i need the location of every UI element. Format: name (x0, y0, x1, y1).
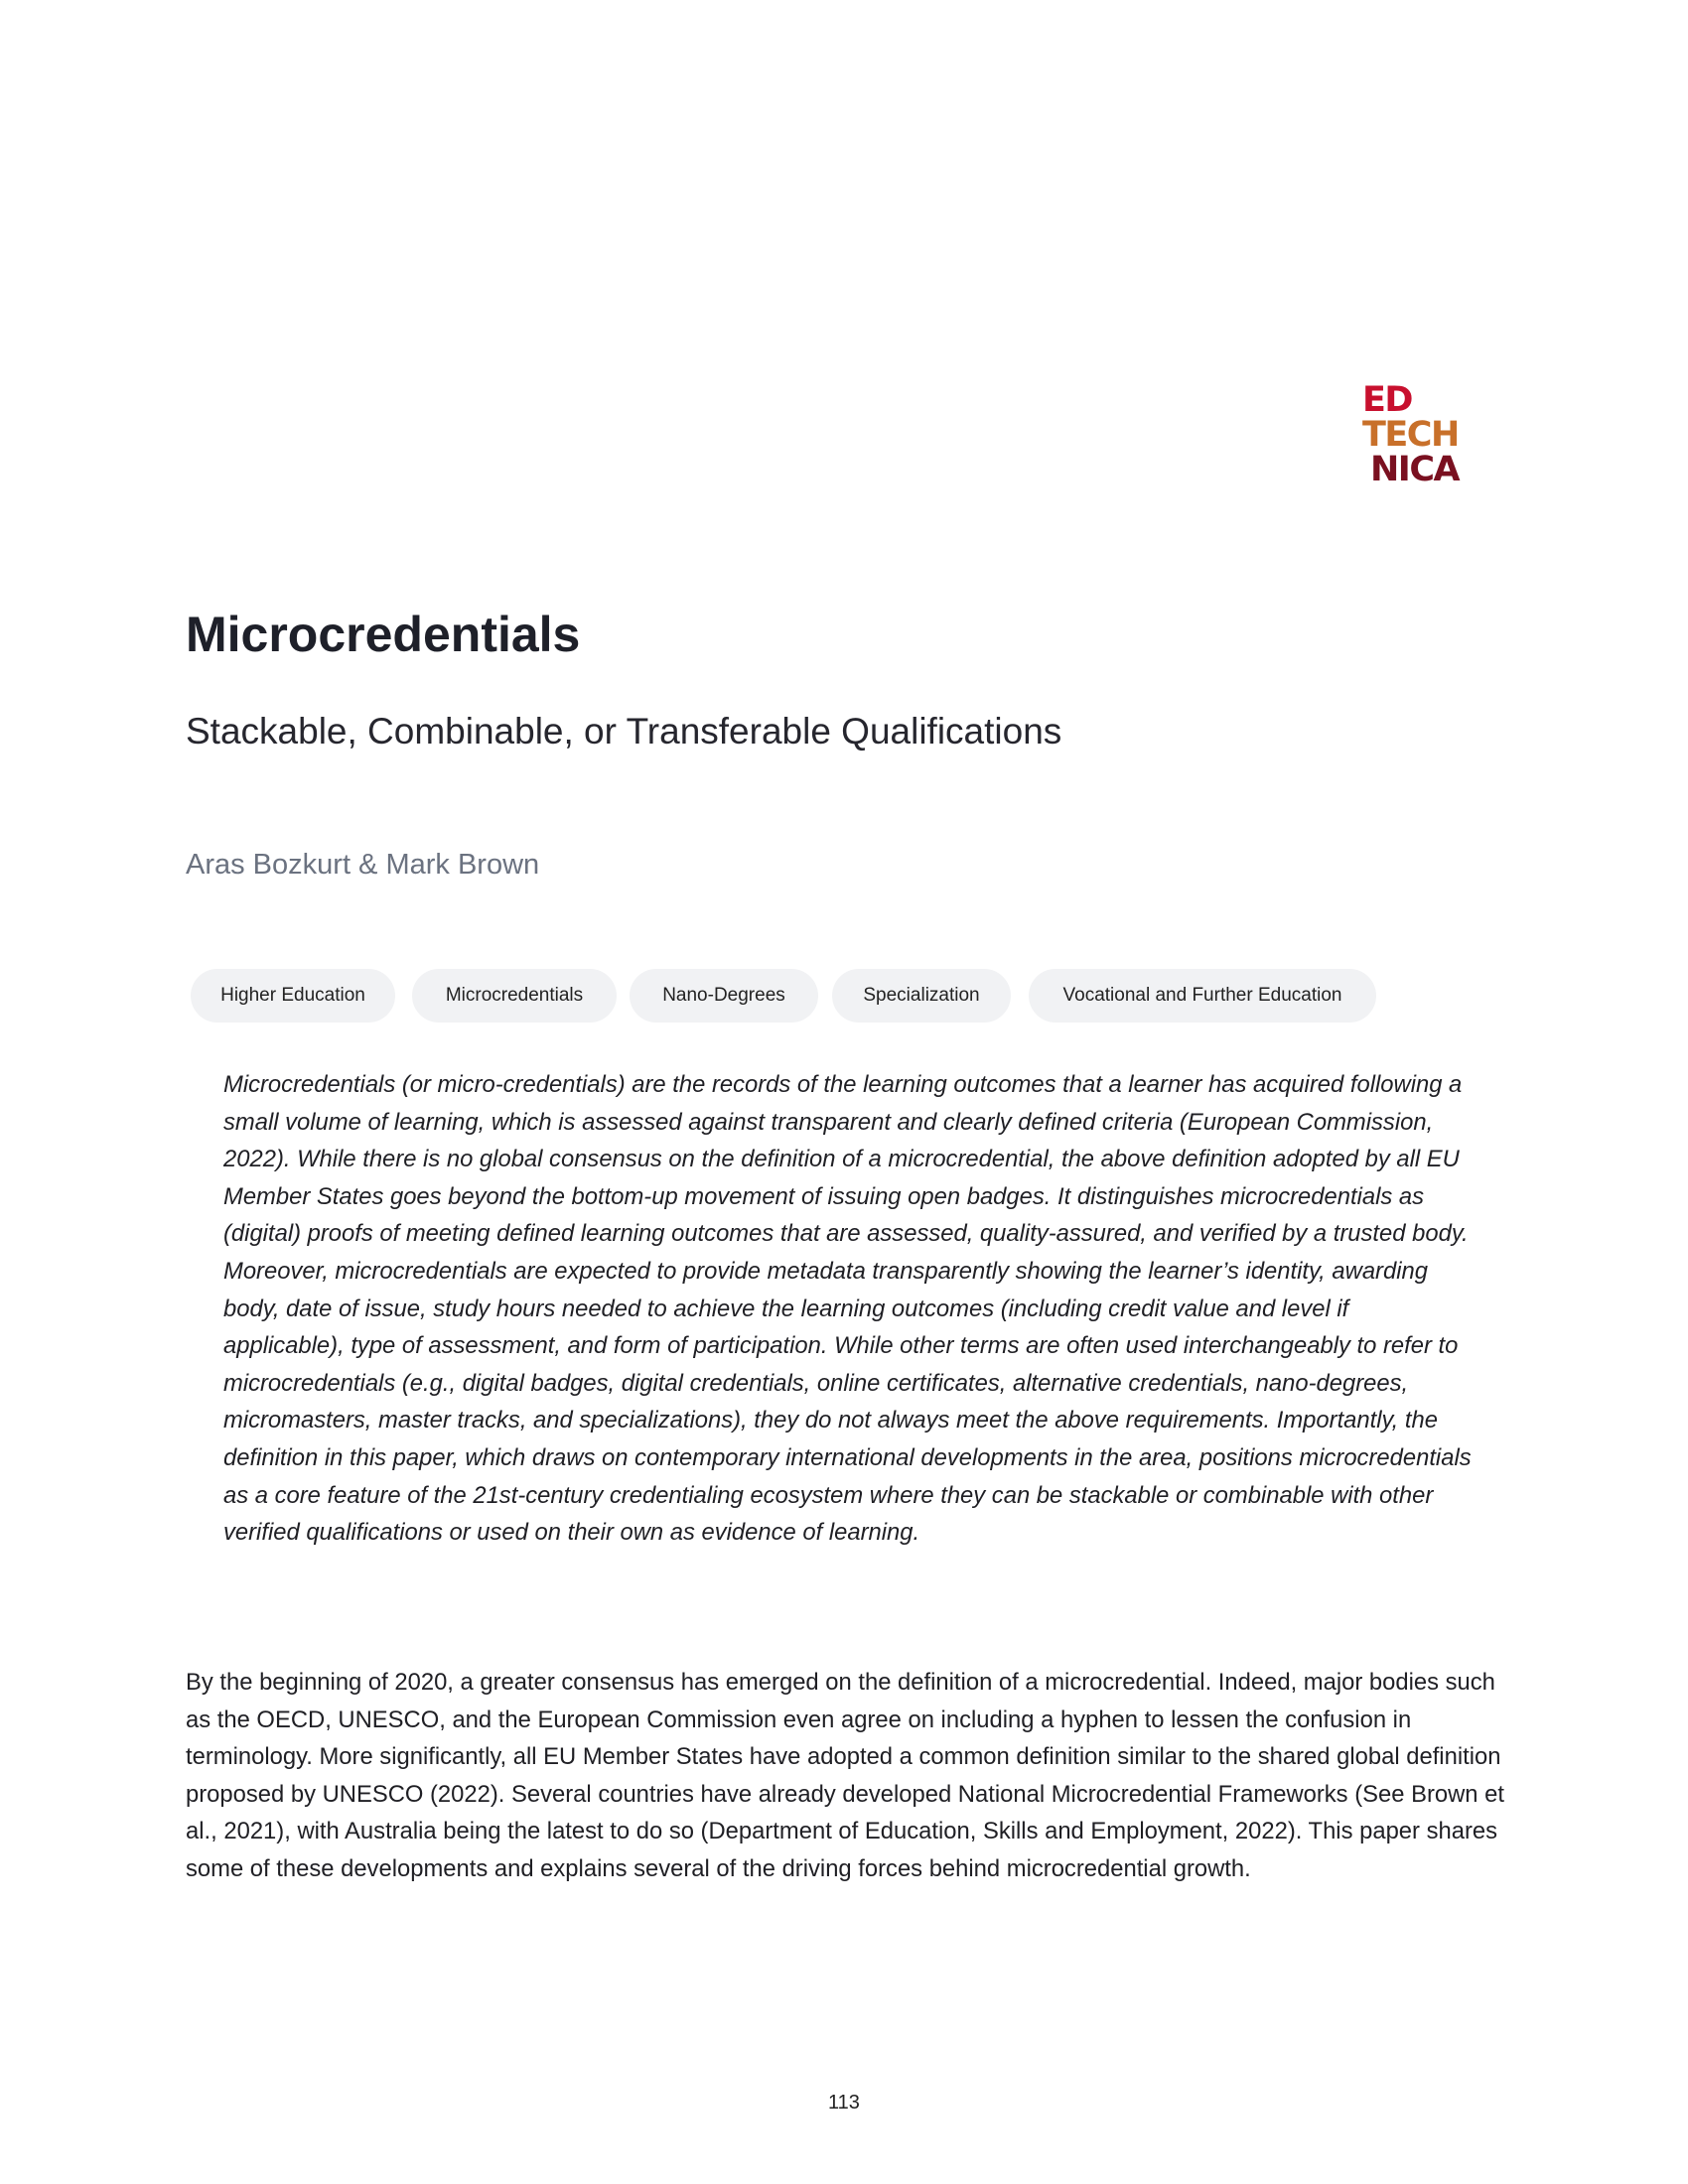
abstract: Microcredentials (or micro-credentials) are the records of the learning outcomes that a learner has acquired following a small volume of learning, which is assessed against transparent and clearly defined criteria (European Commission, 2022). While there is no global consensus on the definition of a microcredential, the above definition adopted by all EU Member States goes beyond the bottom-up movement of issuing open badges. It distinguishes microcredentials as (digital) proofs of meeting defined learning outcomes that are assessed, quality-assured, and verified by a trusted body. Moreover, microcredentials are expected to provide metadata transparently showing the learner’s identity, awarding body, date of issue, study hours needed to achieve the learning outcomes (including credit value and level if applicable), type of assessment, and form of participation. While other terms are often used interchangeably to refer to microcredentials (e.g., digital badges, digital credentials, online certificates, alternative credentials, nano-degrees, micromasters, master tracks, and specializations), they do not always meet the above requirements. Importantly, the definition in this paper, which draws on contemporary international developments in the area, positions microcredentials as a core feature of the 21st-century credentialing ecosystem where they can be stackable or combinable with other verified qualifications or used on their own as evidence of learning. (223, 1071, 1472, 1547)
authors: Aras Bozkurt & Mark Brown (186, 849, 540, 881)
page-title: Microcredentials (186, 607, 581, 662)
tag-vocational-and-further-education[interactable]: Vocational and Further Education (1029, 969, 1376, 1023)
tag-nano-degrees[interactable]: Nano-Degrees (630, 969, 818, 1023)
edtechnica-logo (1362, 380, 1460, 489)
logo-line-3: NICA (1370, 450, 1460, 489)
tag-microcredentials[interactable]: Microcredentials (412, 969, 617, 1023)
tag-higher-education[interactable]: Higher Education (191, 969, 395, 1023)
page-number: 113 (828, 2092, 860, 2114)
logo-line-2: TECH (1362, 415, 1459, 455)
page-subtitle: Stackable, Combinable, or Transferable Qualifications (186, 711, 1062, 751)
body-paragraph: By the beginning of 2020, a greater consensus has emerged on the definition of a microcredential. Indeed, major bodies such as the OECD, UNESCO, and the European Commission even agree on including a hyphen to lessen the confusion in terminology. More significantly, all EU Member States have adopted a common definition similar to the shared global definition proposed by UNESCO (2022). Several countries have already developed National Microcredential Frameworks (See Brown et al., 2021), with Australia being the latest to do so (Department of Education, Skills and Employment, 2022). This paper shares some of these developments and explains several of the driving forces behind microcredential growth. (186, 1669, 1504, 1882)
logo-line-1: ED (1362, 380, 1412, 420)
tag-specialization[interactable]: Specialization (832, 969, 1011, 1023)
